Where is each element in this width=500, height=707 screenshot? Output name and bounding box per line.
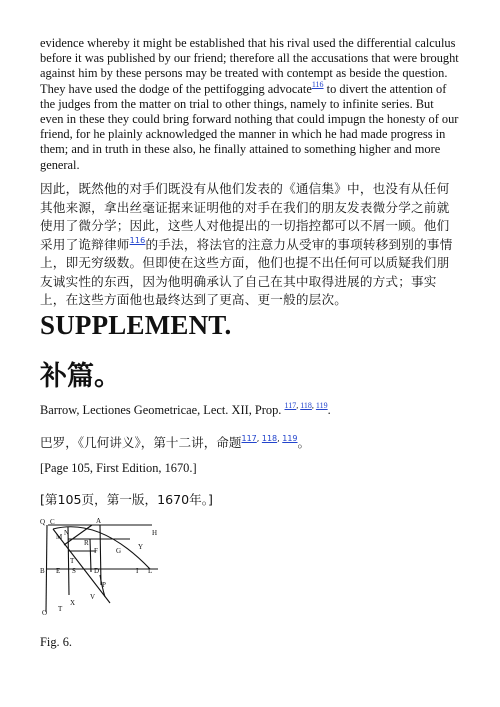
figure-label: X bbox=[70, 599, 76, 607]
figure-label: D bbox=[94, 567, 100, 575]
figure-label: C bbox=[50, 518, 55, 526]
figure-label: E bbox=[56, 567, 61, 575]
heading-supplement: SUPPLEMENT. bbox=[40, 310, 232, 340]
figure-label: Y bbox=[138, 543, 144, 551]
figure-label: V bbox=[90, 593, 96, 601]
figure-label: T bbox=[70, 557, 75, 565]
footnote-link-116[interactable]: 116 bbox=[311, 79, 324, 89]
paragraph-english: evidence whereby it might be established that his rival used the differential calculus before it was published by our friend; therefore all the accusations that were brought against him by these persons may be treated with contempt as beside the question. They have used the dodge of the pettifogging advocate$^{116}$ to divert the attention of the judges from the matter on trial to other things, namely to infinite series. But even in these they could bring forward nothing that could impugn the honesty of our friend, for he plainly acknowledged the manner in which he had made progress in them; and in truth in these also, he finally attained to something higher and more general. bbox=[40, 36, 459, 172]
figure-label: I bbox=[136, 567, 139, 575]
figure-label: N bbox=[64, 529, 70, 537]
footnote-link-119[interactable]: 119 bbox=[315, 401, 328, 410]
footnote-link-117[interactable]: 117 bbox=[284, 401, 297, 410]
citation-english: Barrow, Lectiones Geometricae, Lect. XII, Prop. $^{117, 118, 119}$. bbox=[40, 401, 331, 417]
page-reference-chinese: [第105页，第一版，1670年。] bbox=[40, 492, 213, 507]
figure-label: B bbox=[40, 567, 45, 575]
footnote-link-116-zh[interactable]: 116 bbox=[129, 235, 146, 245]
footnote-link-117-zh[interactable]: 117 bbox=[241, 434, 257, 443]
footnote-link-118-zh[interactable]: 118 bbox=[261, 434, 278, 443]
figure-label: M bbox=[56, 533, 63, 541]
figure-label: L bbox=[148, 567, 153, 575]
figure-label: F bbox=[94, 547, 98, 555]
figure-label: O bbox=[42, 609, 48, 617]
figure-label: T bbox=[58, 605, 63, 613]
figure-label: H bbox=[152, 529, 158, 537]
footnote-link-118[interactable]: 118 bbox=[300, 401, 312, 410]
page-reference-english: [Page 105, First Edition, 1670.] bbox=[40, 461, 197, 475]
figure-caption: Fig. 6. bbox=[40, 635, 73, 649]
figure-6-diagram bbox=[40, 517, 170, 617]
figure-label: P bbox=[102, 581, 106, 589]
figure-label: Q bbox=[40, 518, 46, 526]
heading-supplement-zh: 补篇。 bbox=[40, 361, 121, 392]
citation-chinese: 巴罗，《几何讲义》，第十二讲，命题$^{117, 118, 119}$。 bbox=[40, 434, 311, 450]
figure-label: R bbox=[84, 539, 89, 547]
figure-label: G bbox=[116, 547, 122, 555]
paragraph-chinese: 因此，既然他的对手们既没有从他们发表的《通信集》中，也没有从任何其他来源，拿出丝毫证据来证明他的对手在我们的朋友发表微分学之前就使用了微分学；因此，这些人对他提出的一切指控都可以不屑一顾。他们采用了诡辩律师$^{116}$的手法，将法官的注意力从受审的事项转移到别的事情上，即无穷级数。但即使在这些方面，他们也提不出任何可以质疑我们朋友诚实性的东西，因为他明确承认了自己在其中取得进展的方式；事实上，在这些方面他也最终达到了更高、更一般的层次。 bbox=[40, 181, 453, 307]
footnote-link-119-zh[interactable]: 119 bbox=[282, 434, 298, 443]
figure-label: A bbox=[96, 517, 102, 525]
figure-label: S bbox=[72, 567, 76, 575]
